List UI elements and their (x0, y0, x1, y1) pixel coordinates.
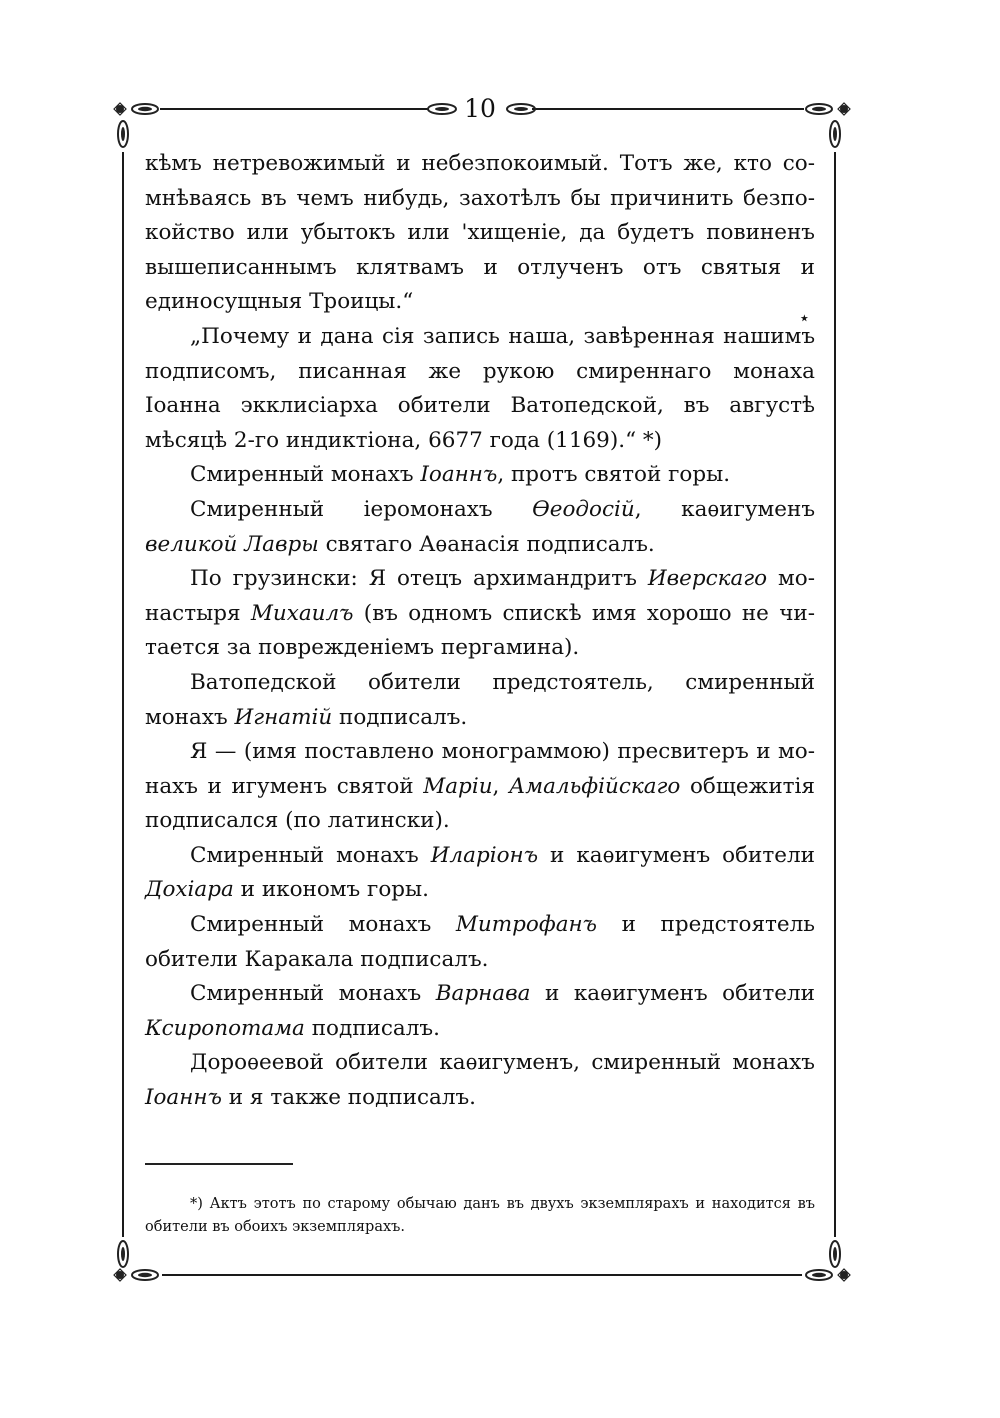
text-run: „Почему и дана сія запись наша, завѣренная нашимъ подписомъ, писанная же рукою смиреннаго монаха Іоанна экклисіарха обители Ватопедской, въ августѣ мѣсяцѣ 2-го индиктіона, 6677 года (1169).“ *) (145, 323, 815, 453)
italic-name: Іоаннъ (420, 462, 498, 488)
paragraph (145, 147, 815, 320)
text-run: кѣмъ нетревожимый и небезпокоимый. Тотъ же, кто сомнѣваясь въ чемъ нибудь, захотѣлъ бы причинить безпокойство или убытокъ или 'хищеніе, да будетъ повиненъ вышеписаннымъ клятвамъ и отлученъ отъ святыя и единосущныя Троицы.“ (145, 151, 815, 315)
italic-name: Ксиропотама (145, 1015, 305, 1041)
text-run: подписалъ. (304, 1015, 440, 1041)
paragraph (145, 320, 815, 458)
italic-name: Митрофанъ (455, 912, 597, 938)
page-number: 10 (464, 94, 496, 123)
text-run: Смиренный монахъ (190, 842, 431, 868)
italic-name: великой Лавры (145, 531, 319, 557)
top-right-ornament-icon (800, 98, 852, 120)
paragraph (145, 735, 815, 839)
italic-name: Варнава (435, 981, 531, 1007)
paragraph (145, 908, 815, 977)
italic-name: Амальфійскаго (508, 773, 681, 799)
text-run: Смиренный іеромонахъ (190, 496, 533, 522)
paragraph (145, 562, 815, 666)
stray-mark: ٭ (800, 308, 809, 327)
body-text (145, 147, 815, 1116)
text-run: подписалъ. (332, 704, 468, 730)
text-run: и каѳигуменъ обители (530, 981, 815, 1007)
text-run: , протъ святой горы. (497, 462, 731, 488)
right-rule (834, 152, 836, 1237)
text-run: , каѳигуменъ (634, 496, 816, 522)
left-top-finial-icon (115, 118, 131, 150)
italic-name: Иверскаго (647, 566, 768, 592)
bottom-left-ornament-icon (112, 1264, 164, 1286)
text-run: и икономъ горы. (233, 877, 429, 903)
text-run: общежитія подписался (по латински). (145, 773, 815, 834)
paragraph (145, 1046, 815, 1115)
paragraph (145, 458, 815, 493)
text-run: Я — (имя поставлено монограммою) пресвитеръ и монахъ и игуменъ святой (145, 739, 815, 799)
text-run: Ватопедской обители предстоятель, смиренный монахъ (145, 669, 815, 730)
top-rule-right (532, 108, 804, 110)
text-run: и я также подписалъ. (221, 1085, 477, 1111)
footnote-rule (145, 1163, 293, 1165)
text-run: Смиренный монахъ (190, 981, 436, 1007)
text-run: Смиренный монахъ (190, 462, 421, 488)
text-run: По грузински: Я отецъ архимандритъ (190, 566, 648, 592)
italic-name: Иларіонъ (430, 842, 539, 868)
top-center-right-ornament-icon (504, 101, 538, 117)
paragraph (145, 666, 815, 735)
paragraph (145, 839, 815, 908)
italic-name: Игнатій (234, 704, 333, 730)
text-run: (въ одномъ спискѣ имя хорошо не читается за поврежденіемъ пергамина). (145, 600, 815, 661)
bottom-rule (162, 1274, 802, 1276)
footnote: *) Актъ этотъ по старому обычаю данъ въ двухъ экземплярахъ и находится въ обители въ обоихъ экземплярахъ. (145, 1196, 815, 1235)
text-run: Дороѳеевой обители каѳигуменъ, смиренный монахъ (190, 1050, 815, 1076)
italic-name: Іоаннъ (145, 1085, 222, 1111)
text-run: и предстоятель обители Каракала подписалъ. (145, 912, 815, 972)
text-run: Смиренный монахъ (190, 912, 456, 938)
italic-name: Михаилъ (250, 600, 354, 626)
italic-name: Маріи (423, 773, 493, 799)
italic-name: Ѳеодосій (532, 496, 635, 522)
bottom-right-ornament-icon (800, 1264, 852, 1286)
top-left-ornament-icon (112, 98, 164, 120)
text-run: монастыря (145, 566, 815, 626)
right-top-finial-icon (827, 118, 843, 150)
text-run: и каѳигуменъ обители (538, 842, 815, 868)
left-rule (122, 152, 124, 1237)
text-run: святаго Аѳанасія подписалъ. (318, 531, 655, 557)
italic-name: Дохіара (145, 877, 234, 903)
text-run: , (492, 773, 509, 799)
top-rule-left (160, 108, 428, 110)
paragraph (145, 977, 815, 1046)
paragraph (145, 493, 815, 562)
